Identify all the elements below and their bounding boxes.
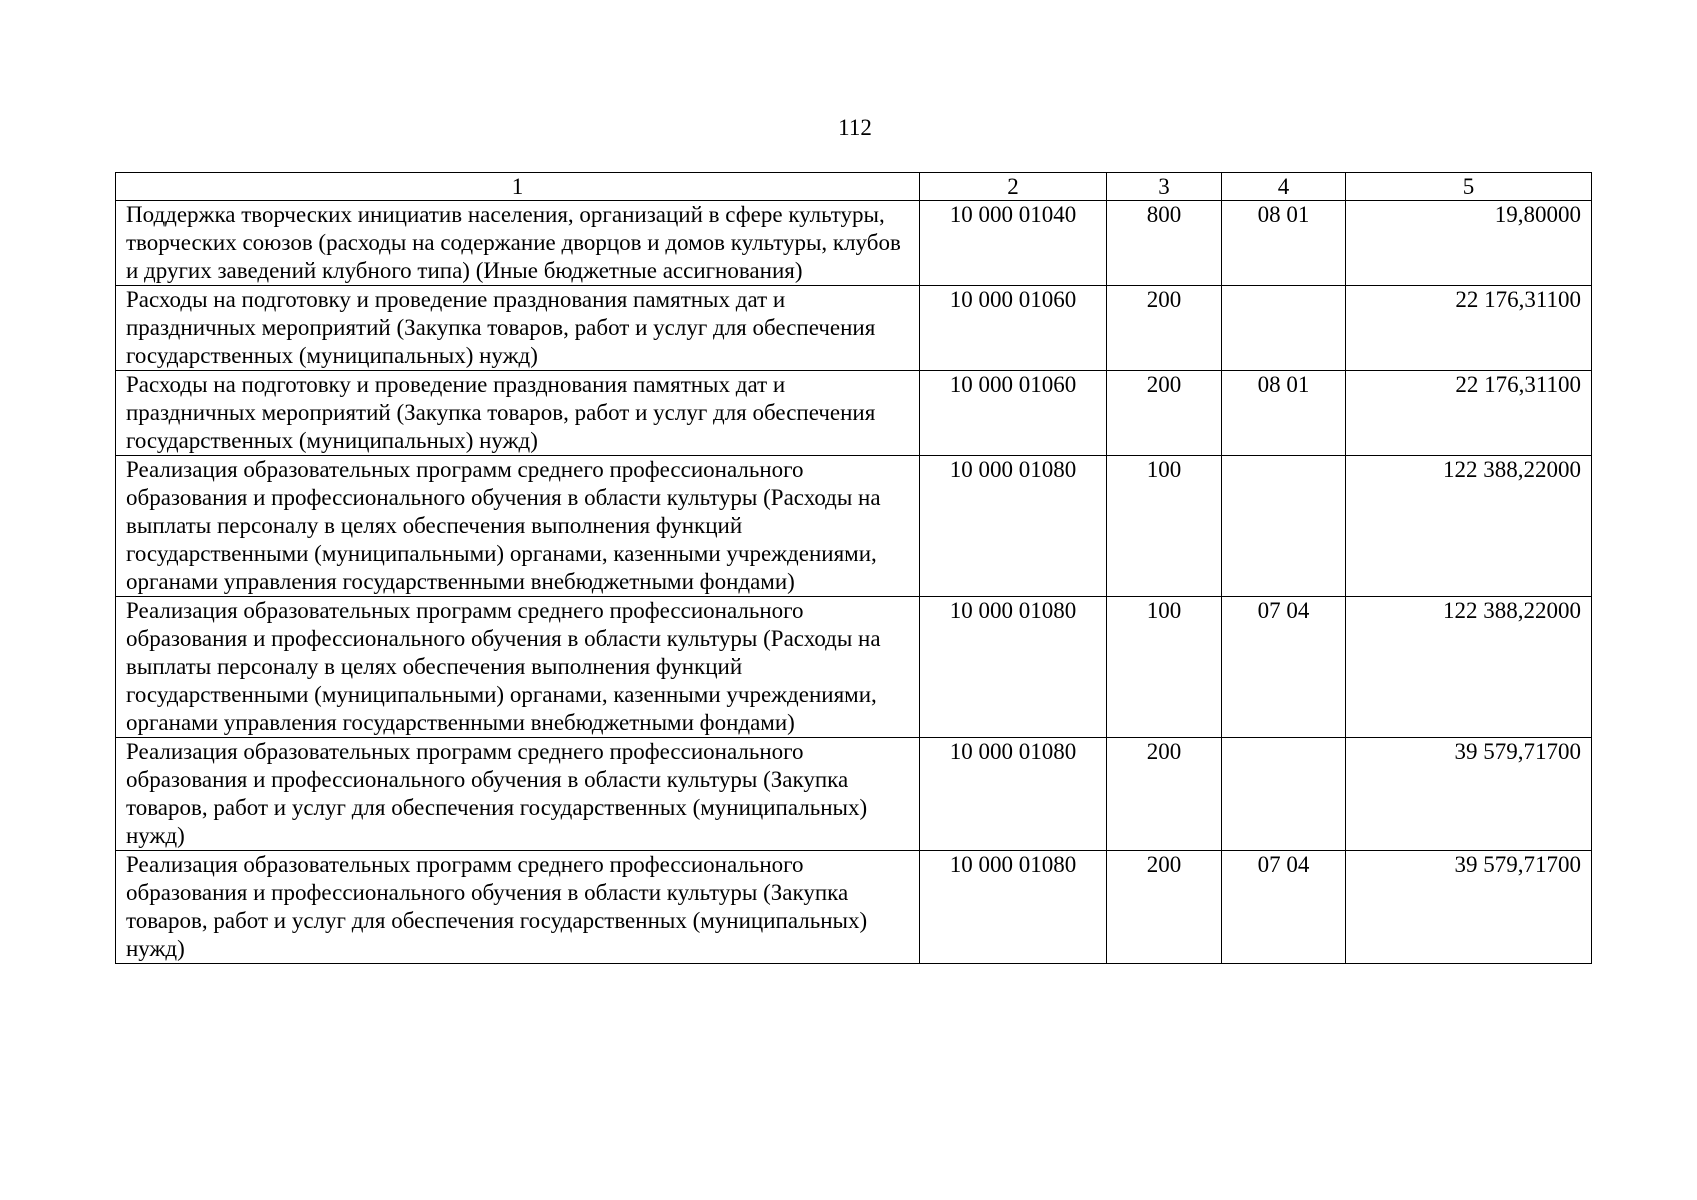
row-description: Реализация образовательных программ среднего профессионального образования и профессионального обучения в области культуры (Закупка товаров, работ и услуг для обеспечения государственных (муниципальных) нужд) (116, 851, 920, 964)
header-col-5: 5 (1346, 173, 1592, 201)
table-row (116, 597, 1592, 738)
row-sum: 22 176,31100 (1346, 286, 1592, 371)
budget-table (115, 172, 1592, 964)
row-expense-type: 100 (1107, 597, 1222, 738)
row-description: Реализация образовательных программ среднего профессионального образования и профессионального обучения в области культуры (Расходы на выплаты персоналу в целях обеспечения выполнения функций государственными (муниципальными) органами, казенными учреждениями, органами управления государственными внебюджетными фондами) (116, 597, 920, 738)
row-sum: 122 388,22000 (1346, 456, 1592, 597)
row-section: 08 01 (1222, 201, 1346, 286)
header-col-1: 1 (116, 173, 920, 201)
row-sum: 19,80000 (1346, 201, 1592, 286)
row-expense-type: 200 (1107, 851, 1222, 964)
table-row (116, 201, 1592, 286)
row-target-code: 10 000 01080 (920, 597, 1107, 738)
table-row (116, 456, 1592, 597)
row-expense-type: 200 (1107, 738, 1222, 851)
table-row (116, 286, 1592, 371)
table-row (116, 738, 1592, 851)
header-col-4: 4 (1222, 173, 1346, 201)
row-description: Расходы на подготовку и проведение празднования памятных дат и праздничных мероприятий (Закупка товаров, работ и услуг для обеспечения государственных (муниципальных) нужд) (116, 286, 920, 371)
header-col-3: 3 (1107, 173, 1222, 201)
row-expense-type: 800 (1107, 201, 1222, 286)
row-section: 07 04 (1222, 851, 1346, 964)
table-row (116, 851, 1592, 964)
row-expense-type: 200 (1107, 286, 1222, 371)
row-section (1222, 456, 1346, 597)
page-number: 112 (838, 115, 872, 140)
row-section (1222, 286, 1346, 371)
row-target-code: 10 000 01060 (920, 371, 1107, 456)
row-expense-type: 100 (1107, 456, 1222, 597)
row-expense-type: 200 (1107, 371, 1222, 456)
row-section: 08 01 (1222, 371, 1346, 456)
row-target-code: 10 000 01080 (920, 738, 1107, 851)
row-description: Поддержка творческих инициатив населения, организаций в сфере культуры, творческих союзов (расходы на содержание дворцов и домов культуры, клубов и других заведений клубного типа) (Иные бюджетные ассигнования) (116, 201, 920, 286)
row-description: Реализация образовательных программ среднего профессионального образования и профессионального обучения в области культуры (Закупка товаров, работ и услуг для обеспечения государственных (муниципальных) нужд) (116, 738, 920, 851)
row-sum: 122 388,22000 (1346, 597, 1592, 738)
row-target-code: 10 000 01040 (920, 201, 1107, 286)
row-sum: 39 579,71700 (1346, 738, 1592, 851)
row-sum: 39 579,71700 (1346, 851, 1592, 964)
row-section: 07 04 (1222, 597, 1346, 738)
row-target-code: 10 000 01080 (920, 851, 1107, 964)
row-target-code: 10 000 01080 (920, 456, 1107, 597)
row-sum: 22 176,31100 (1346, 371, 1592, 456)
header-col-2: 2 (920, 173, 1107, 201)
row-section (1222, 738, 1346, 851)
row-target-code: 10 000 01060 (920, 286, 1107, 371)
row-description: Расходы на подготовку и проведение празднования памятных дат и праздничных мероприятий (Закупка товаров, работ и услуг для обеспечения государственных (муниципальных) нужд) (116, 371, 920, 456)
row-description: Реализация образовательных программ среднего профессионального образования и профессионального обучения в области культуры (Расходы на выплаты персоналу в целях обеспечения выполнения функций государственными (муниципальными) органами, казенными учреждениями, органами управления государственными внебюджетными фондами) (116, 456, 920, 597)
header-row (116, 173, 1592, 201)
table-row (116, 371, 1592, 456)
